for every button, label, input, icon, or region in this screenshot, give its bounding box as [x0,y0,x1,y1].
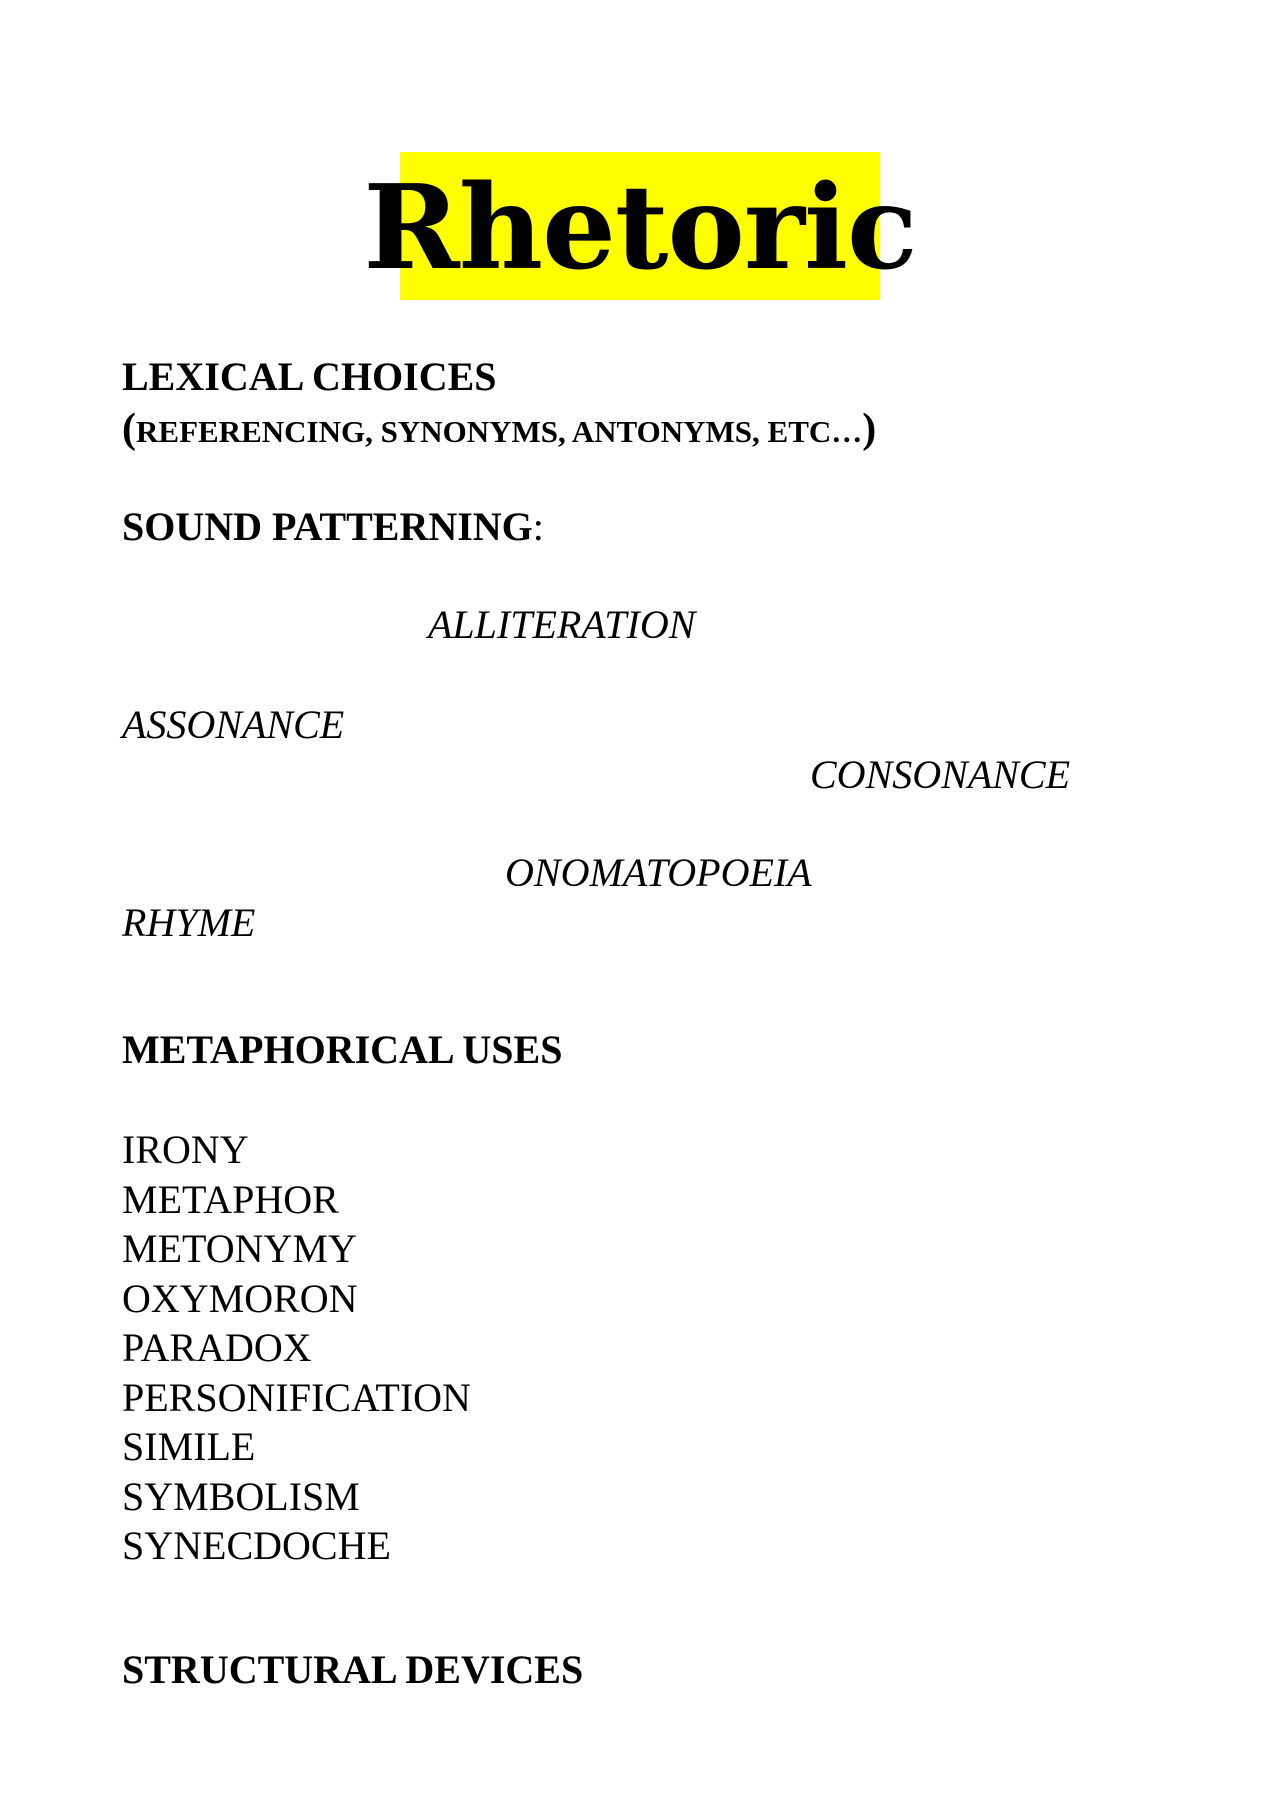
list-item: IRONY [122,1127,249,1172]
term-rhyme: RHYME [122,900,256,945]
heading-lexical-choices: LEXICAL CHOICES [122,354,497,399]
close-paren: ) [862,406,877,452]
heading-metaphorical-uses: METAPHORICAL USES [122,1027,563,1072]
list-item: PERSONIFICATION [122,1374,471,1420]
sound-patterning-label: SOUND PATTERNING [122,504,533,549]
heading-structural-devices: STRUCTURAL DEVICES [122,1647,584,1692]
list-item: SYNECDOCHE [122,1523,391,1568]
page-title: Rhetoric [363,160,917,296]
list-item: OXYMORON [122,1275,358,1321]
term-assonance: ASSONANCE [122,702,345,747]
lexical-choices-subline [122,408,876,450]
heading-sound-patterning [122,504,544,549]
lexical-choices-examples: REFERENCING, SYNONYMS, ANTONYMS, ETC… [136,414,863,449]
sound-patterning-colon: : [532,504,544,549]
open-paren: ( [122,406,136,452]
list-item: SIMILE [122,1424,256,1469]
title-highlight [363,152,917,300]
metaphorical-uses-list [122,1125,471,1571]
term-consonance: CONSONANCE [810,752,1071,797]
term-onomatopoeia: ONOMATOPOEIA [505,850,812,895]
list-item: PARADOX [122,1325,312,1370]
list-item: METONYMY [122,1226,357,1271]
term-alliteration: ALLITERATION [428,602,696,647]
list-item: SYMBOLISM [122,1473,360,1519]
list-item: METAPHOR [122,1176,339,1222]
